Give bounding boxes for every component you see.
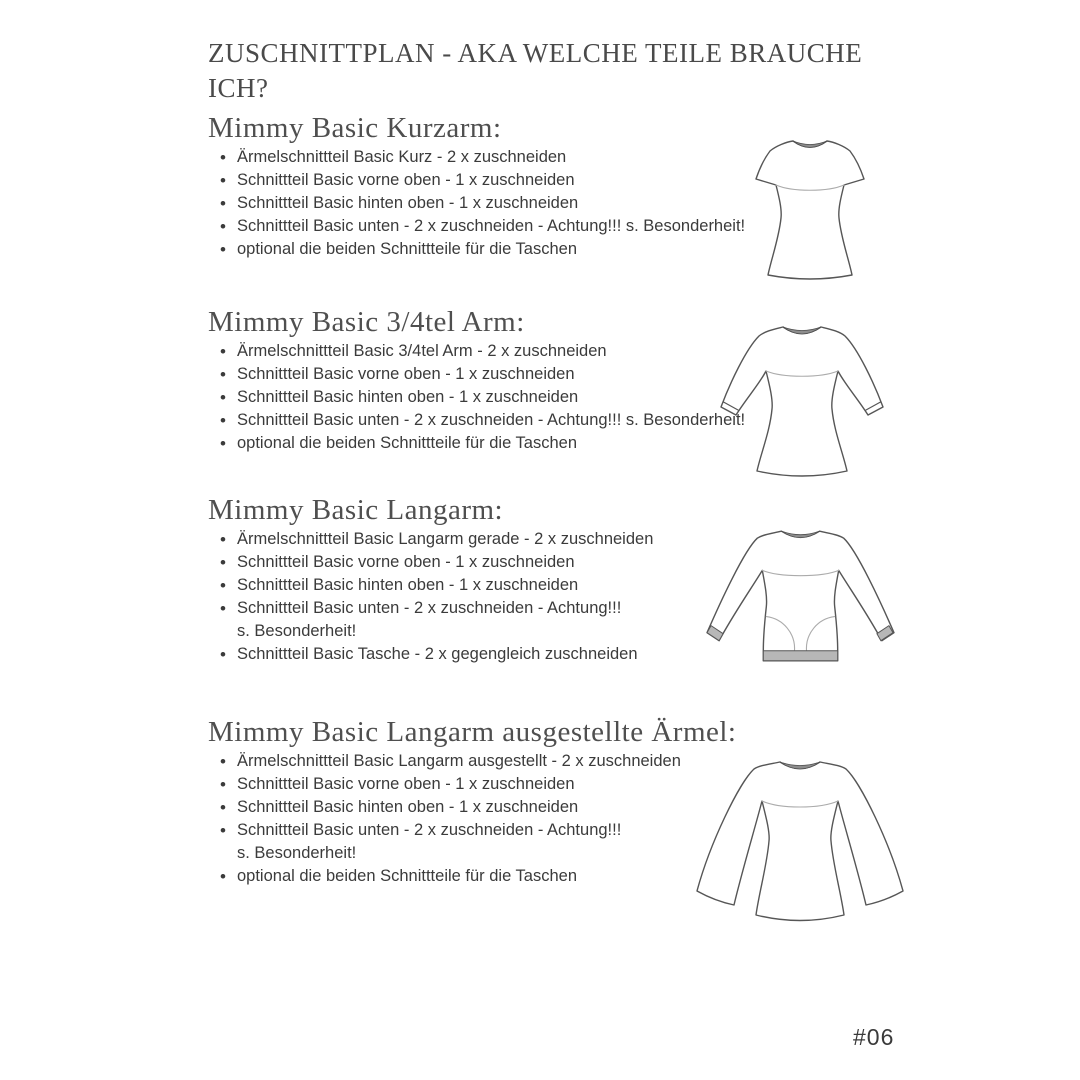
garment-short-sleeve-illustration [748,133,872,288]
section-heading: Mimmy Basic Langarm ausgestellte Ärmel: [208,716,737,748]
list-item: • Schnittteil Basic hinten oben - 1 x zuschneiden [208,192,848,215]
list-item: • Schnittteil Basic unten - 2 x zuschneiden - Achtung!!! s. Besonderheit! [208,409,848,432]
list-item: • Schnittteil Basic unten - 2 x zuschneiden - Achtung!!! [208,819,848,842]
list-item-continuation: s. Besonderheit! [237,844,357,862]
list-item: • Schnittteil Basic vorne oben - 1 x zuschneiden [208,363,848,386]
garment-flared-sleeve-illustration [692,752,908,932]
list-item: • Ärmelschnittteil Basic Kurz - 2 x zuschneiden [208,146,848,169]
list-item: • Schnittteil Basic hinten oben - 1 x zuschneiden [208,574,848,597]
garment-body-outline [721,327,883,476]
list-item: • Ärmelschnittteil Basic Langarm gerade - 2 x zuschneiden [208,528,848,551]
list-item: • Schnittteil Basic vorne oben - 1 x zuschneiden [208,169,848,192]
list-item: • optional die beiden Schnittteile für die Taschen [208,238,848,261]
garment-body-outline [707,531,894,661]
list-item: • Schnittteil Basic hinten oben - 1 x zuschneiden [208,796,848,819]
page-title [208,36,888,106]
list-item: • Ärmelschnittteil Basic 3/4tel Arm - 2 x zuschneiden [208,340,848,363]
page-title-line2: ICH? [208,73,269,103]
list-item: • Schnittteil Basic unten - 2 x zuschneiden - Achtung!!! [208,597,848,620]
list-item: • Schnittteil Basic unten - 2 x zuschneiden - Achtung!!! s. Besonderheit! [208,215,848,238]
garment-body-outline [697,762,903,921]
list-item-continuation: s. Besonderheit! [237,622,357,640]
list-item: • Ärmelschnittteil Basic Langarm ausgestellt - 2 x zuschneiden [208,750,848,773]
garment-long-sleeve-illustration [700,523,900,673]
list-item: • optional die beiden Schnittteile für die Taschen [208,865,848,888]
list-item: • optional die beiden Schnittteile für die Taschen [208,432,848,455]
list-item: • Schnittteil Basic vorne oben - 1 x zuschneiden [208,773,848,796]
section-heading: Mimmy Basic Kurzarm: [208,112,502,144]
garment-three-quarter-sleeve-illustration [713,318,891,489]
list-item: • Schnittteil Basic hinten oben - 1 x zuschneiden [208,386,848,409]
list-item: • Schnittteil Basic Tasche - 2 x gegengleich zuschneiden [208,643,848,666]
hem-band [763,651,837,661]
section-heading: Mimmy Basic Langarm: [208,494,504,526]
list-item: • Schnittteil Basic vorne oben - 1 x zuschneiden [208,551,848,574]
garment-body-outline [756,141,864,279]
section-heading: Mimmy Basic 3/4tel Arm: [208,306,525,338]
page-number: #06 [853,1024,895,1050]
page-title-line1: ZUSCHNITTPLAN - AKA WELCHE TEILE BRAUCHE [208,38,863,68]
